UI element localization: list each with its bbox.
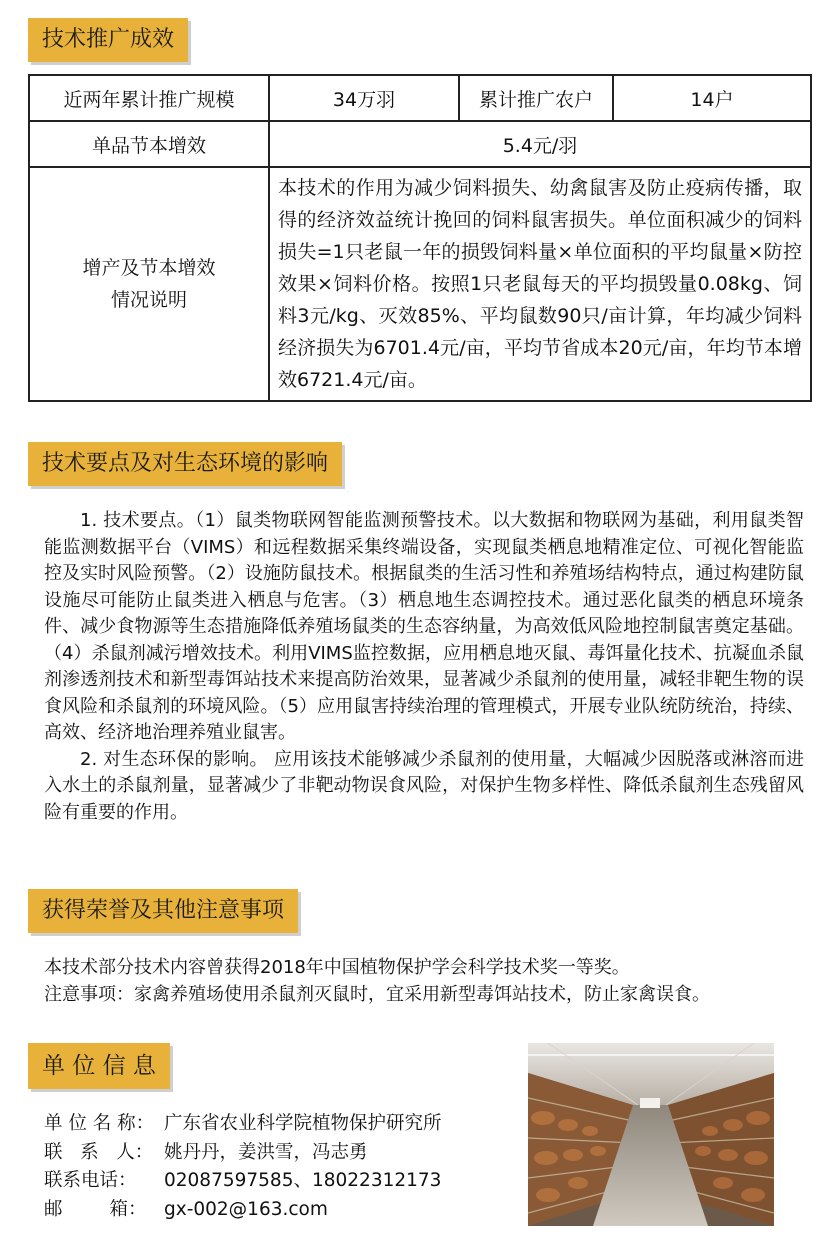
unit-row-phone — [44, 1167, 442, 1196]
label-scale: 近两年累计推广规模 — [29, 75, 269, 121]
section-title-tech-points: 技术要点及对生态环境的影响 — [28, 442, 342, 486]
table-row — [29, 121, 811, 167]
section-title-promotion: 技术推广成效 — [28, 18, 188, 62]
section-title-honors: 获得荣誉及其他注意事项 — [28, 889, 298, 933]
table-row — [29, 167, 811, 401]
unit-name-label: 单 位 名 称： — [44, 1113, 155, 1134]
contact-label: 联 系 人： — [44, 1141, 154, 1163]
eco-impact-paragraph: 2. 对生态环保的影响。 应用该技术能够减少杀鼠剂的使用量，大幅减少因脱落或淋溶而进入水土的杀鼠剂量，显著减少了非靶动物误食风险，对保护生物多样性、降低杀鼠剂生态残留风险有重要的作用。 — [44, 748, 804, 823]
explanation-cell — [269, 167, 811, 401]
label-benefit: 单品节本增效 — [29, 121, 269, 167]
label-explanation-line1: 增产及节本增效 — [82, 257, 216, 279]
unit-info — [44, 1110, 442, 1224]
unit-name-value: 广东省农业科学院植物保护研究所 — [164, 1113, 442, 1134]
unit-row-name — [44, 1110, 442, 1139]
email-label: 邮 箱： — [44, 1198, 147, 1220]
tech-points-paragraph: 1. 技术要点。（1）鼠类物联网智能监测预警技术。以大数据和物联网为基础，利用鼠类智能监测数据平台（VIMS）和远程数据采集终端设备，实现鼠类栖息地精准定位、可视化智能监控及实时风险预警。（2）设施防鼠技术。根据鼠类的生活习性和养殖场结构特点，通过构建防鼠设施尽可能防止鼠类进入栖息与危害。（3）栖息地生态调控技术。通过恶化鼠类的栖息环境条件、减少食物源等生态措施降低养殖场鼠类的生态容纳量，为高效低风险地控制鼠害奠定基础。（4）杀鼠剂减污增效技术。利用VIMS监控数据，应用栖息地灭鼠、毒饵量化技术、抗凝血杀鼠剂渗透剂技术和新型毒饵站技术来提高防治效果，显著减少杀鼠剂的使用量，减轻非靶生物的误食风险和杀鼠剂的环境风险。（5）应用鼠害持续治理的管理模式，开展专业队统防统治，持续、高效、经济地治理养殖业鼠害。 — [44, 510, 804, 743]
notice-line: 注意事项：家禽养殖场使用杀鼠剂灭鼠时，宜采用新型毒饵站技术，防止家禽误食。 — [44, 983, 710, 1005]
contact-value: 姚丹丹，姜洪雪，冯志勇 — [164, 1141, 368, 1163]
phone-label: 联系电话： — [44, 1170, 137, 1191]
value-farmers: 14户 — [613, 75, 811, 121]
unit-row-email — [44, 1196, 442, 1225]
value-benefit: 5.4元/羽 — [269, 121, 811, 167]
label-farmers: 累计推广农户 — [459, 75, 613, 121]
honors-body — [44, 955, 804, 1008]
explanation-text: 本技术的作用为减少饲料损失、幼禽鼠害及防止疫病传播，取得的经济效益统计挽回的饲料鼠害损失。单位面积减少的饲料损失=1只老鼠一年的损毁饲料量×单位面积的平均鼠量×防控效果×饲料价格。按照1只老鼠每天的平均损毁量0.08kg、饲料3元/kg、灭效85%、平均鼠数90只/亩计算，年均减少饲料经济损失为6701.4元/亩，平均节省成本20元/亩，年均节本增效6721.4元/亩。 — [278, 177, 802, 391]
label-explanation-line2: 情况说明 — [110, 289, 187, 311]
tech-points-body — [44, 508, 804, 826]
table-row — [29, 75, 811, 121]
honor-line: 本技术部分技术内容曾获得2018年中国植物保护学会科学技术奖一等奖。 — [44, 957, 630, 978]
phone-value: 02087597585、18022312173 — [164, 1170, 442, 1191]
section-title-unit: 单 位 信 息 — [28, 1043, 170, 1089]
poultry-farm-photo — [528, 1043, 774, 1226]
label-explanation — [29, 167, 269, 401]
promotion-table — [28, 74, 812, 402]
email-value: gx-002@163.com — [164, 1198, 328, 1220]
unit-row-contact — [44, 1139, 442, 1168]
value-scale: 34万羽 — [269, 75, 459, 121]
